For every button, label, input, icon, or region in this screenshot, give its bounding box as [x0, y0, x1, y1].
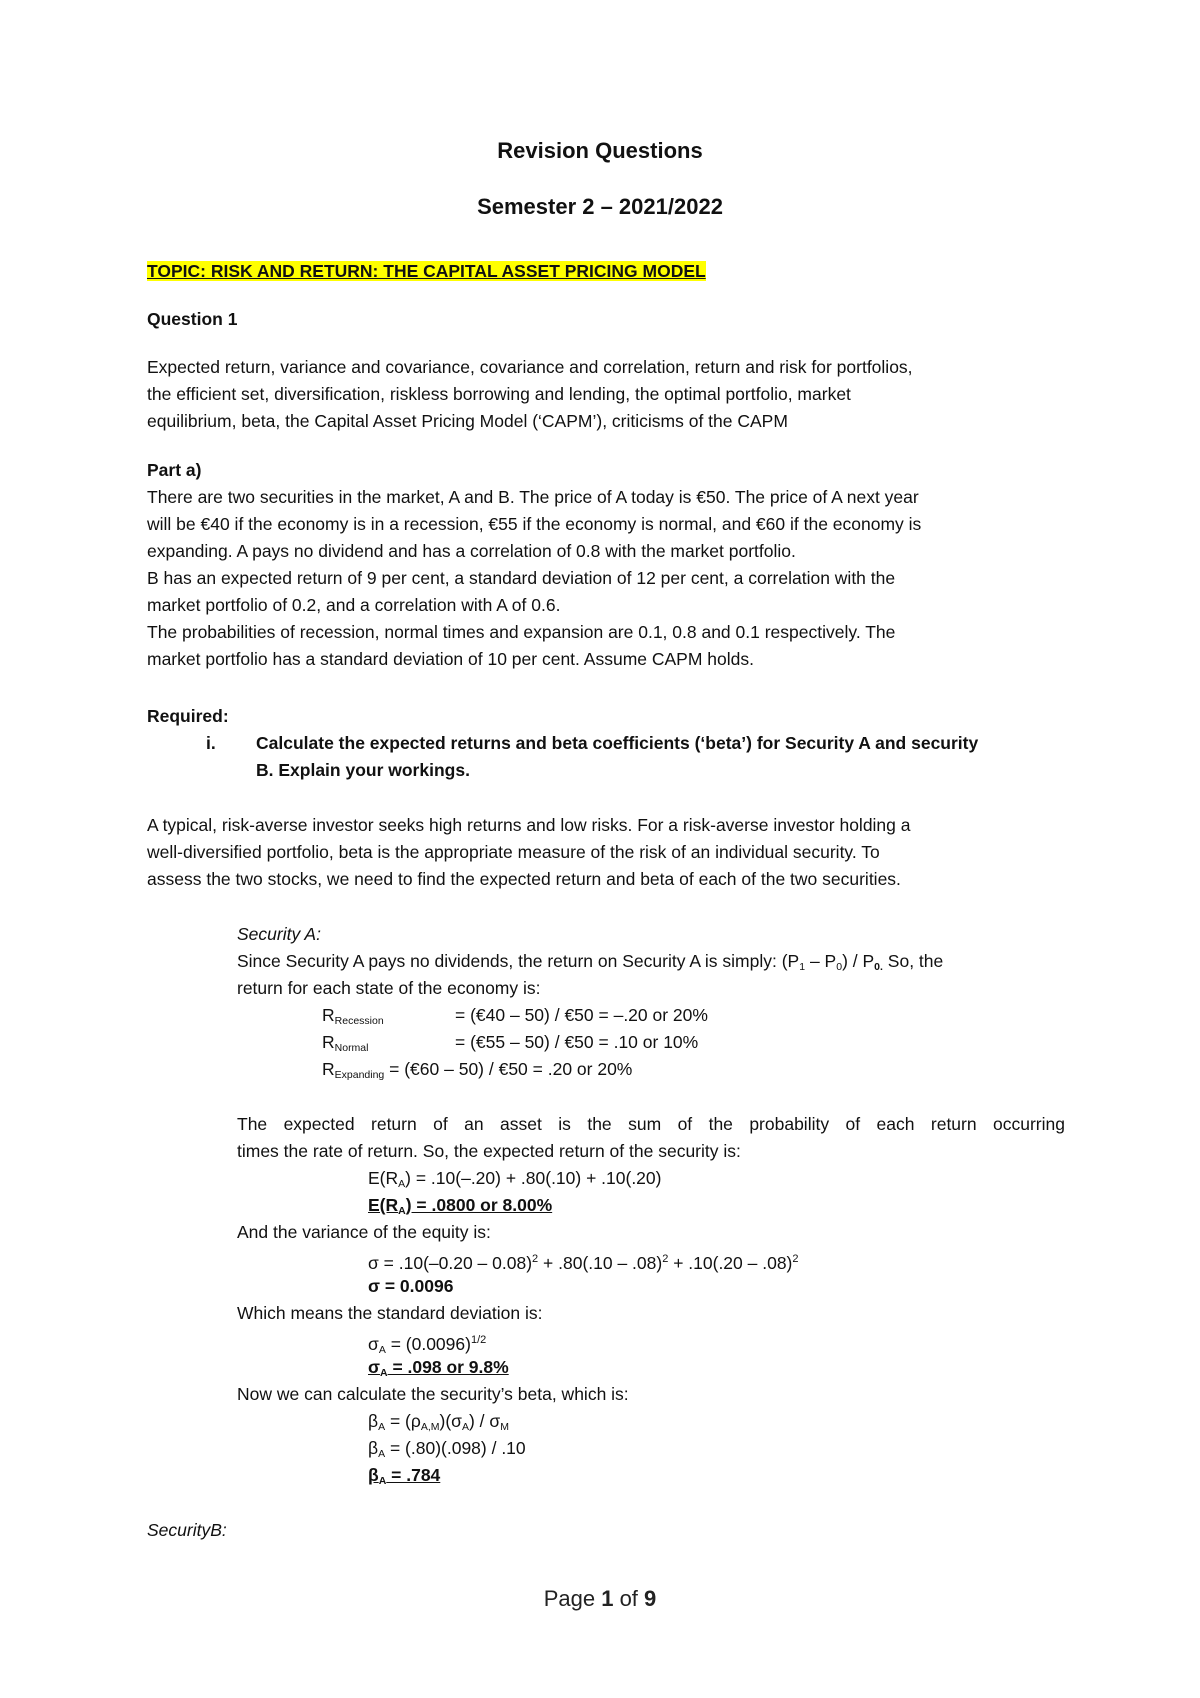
answer-line: A typical, risk-averse investor seeks high returns and low risks. For a risk-averse investor holding a — [147, 815, 911, 835]
question-label: Question 1 — [147, 309, 238, 329]
variance-result: σ = 0.0096 — [368, 1276, 454, 1296]
answer-line: assess the two stocks, we need to find the expected return and beta of each of the two securities. — [147, 869, 901, 889]
sd-result: $\sigma_A = .098$ or 9.8% — [368, 1357, 509, 1379]
page-footer: Page 1 of 9 — [543, 1586, 657, 1611]
security-a-heading: Security A: — [237, 924, 321, 944]
part-a-label: Part a) — [147, 460, 202, 480]
return-row: $R_{Expanding}$ = (€60 – 50) / €50 = .20 or 20% — [322, 1059, 633, 1081]
return-value: = (€55 – 50) / €50 = .10 or 10% — [455, 1032, 699, 1052]
part-a-line: market portfolio of 0.2, and a correlation with A of 0.6. — [147, 595, 561, 615]
answer-line: well-diversified portfolio, beta is the appropriate measure of the risk of an individual security. To — [147, 842, 880, 862]
intro-line-1: Expected return, variance and covariance, covariance and correlation, return and risk for portfolios, — [147, 357, 913, 377]
semester-heading: Semester 2 – 2021/2022 — [477, 194, 723, 219]
variance-intro: And the variance of the equity is: — [237, 1222, 491, 1242]
beta-result: $\beta_A = .784$ — [368, 1465, 441, 1487]
return-row: $R_{Normal}$ — [322, 1032, 369, 1054]
required-item-line: Calculate the expected returns and beta coefficients (‘beta’) for Security A and security — [256, 733, 979, 753]
beta-intro: Now we can calculate the security’s beta, which is: — [237, 1384, 629, 1404]
er-result: $E(R_A) = .0800$ or 8.00% — [368, 1195, 553, 1217]
required-item-line: B. Explain your workings. — [256, 760, 470, 780]
part-a-line: market portfolio has a standard deviation of 10 per cent. Assume CAPM holds. — [147, 649, 754, 669]
part-a-line: The probabilities of recession, normal times and expansion are 0.1, 0.8 and 0.1 respectively. The — [147, 622, 896, 642]
sd-calc: $\sigma_A = (0.0096)^{1/2}$ — [368, 1334, 487, 1356]
security-a-line: return for each state of the economy is: — [237, 978, 541, 998]
topic-text: TOPIC: RISK AND RETURN: THE CAPITAL ASSET PRICING MODEL — [147, 261, 706, 281]
return-value: = (€40 – 50) / €50 = –.20 or 20% — [455, 1005, 708, 1025]
variance-calc: σ = .10(–0.20 – 0.08)$^2$ + .80(.10 – .08)$^2$ + .10(.20 – .08)$^2$ — [368, 1253, 799, 1273]
part-a-line: B has an expected return of 9 per cent, a standard deviation of 12 per cent, a correlation with the — [147, 568, 896, 588]
beta-formula: $\beta_A = (\rho_{A,M})(\sigma_A) / \sigma_M$ — [368, 1411, 509, 1433]
part-a-line: expanding. A pays no dividend and has a correlation of 0.8 with the market portfolio. — [147, 541, 796, 561]
sd-intro: Which means the standard deviation is: — [237, 1303, 543, 1323]
beta-calc: $\beta_A = (.80)(.098) / .10$ — [368, 1438, 526, 1460]
part-a-line: There are two securities in the market, A and B. The price of A today is €50. The price of A next year — [147, 487, 919, 507]
required-item-number: i. — [206, 733, 216, 753]
part-a-line: will be €40 if the economy is in a recession, €55 if the economy is normal, and €60 if the economy is — [147, 514, 922, 534]
expected-text-line: times the rate of return. So, the expected return of the security is: — [237, 1141, 741, 1161]
return-row: $R_{Recession}$ — [322, 1005, 384, 1027]
intro-line-3: equilibrium, beta, the Capital Asset Pricing Model (‘CAPM’), criticisms of the CAPM — [147, 411, 788, 431]
doc-title: Revision Questions — [497, 138, 703, 163]
expected-text-line: The expected return of an asset is the sum of the probability of each return occurring — [237, 1114, 1065, 1134]
er-calc: $E(R_A) = .10(-.20) + .80(.10) + .10(.20)$ — [368, 1168, 662, 1190]
required-label: Required: — [147, 706, 229, 726]
intro-line-2: the efficient set, diversification, riskless borrowing and lending, the optimal portfolio, market — [147, 384, 851, 404]
security-a-line: Since Security A pays no dividends, the return on Security A is simply: $(P_1 - P_0) / P_{0.}$ So, the — [237, 951, 944, 973]
security-b-heading: SecurityB: — [147, 1520, 227, 1540]
topic-heading — [147, 258, 706, 284]
